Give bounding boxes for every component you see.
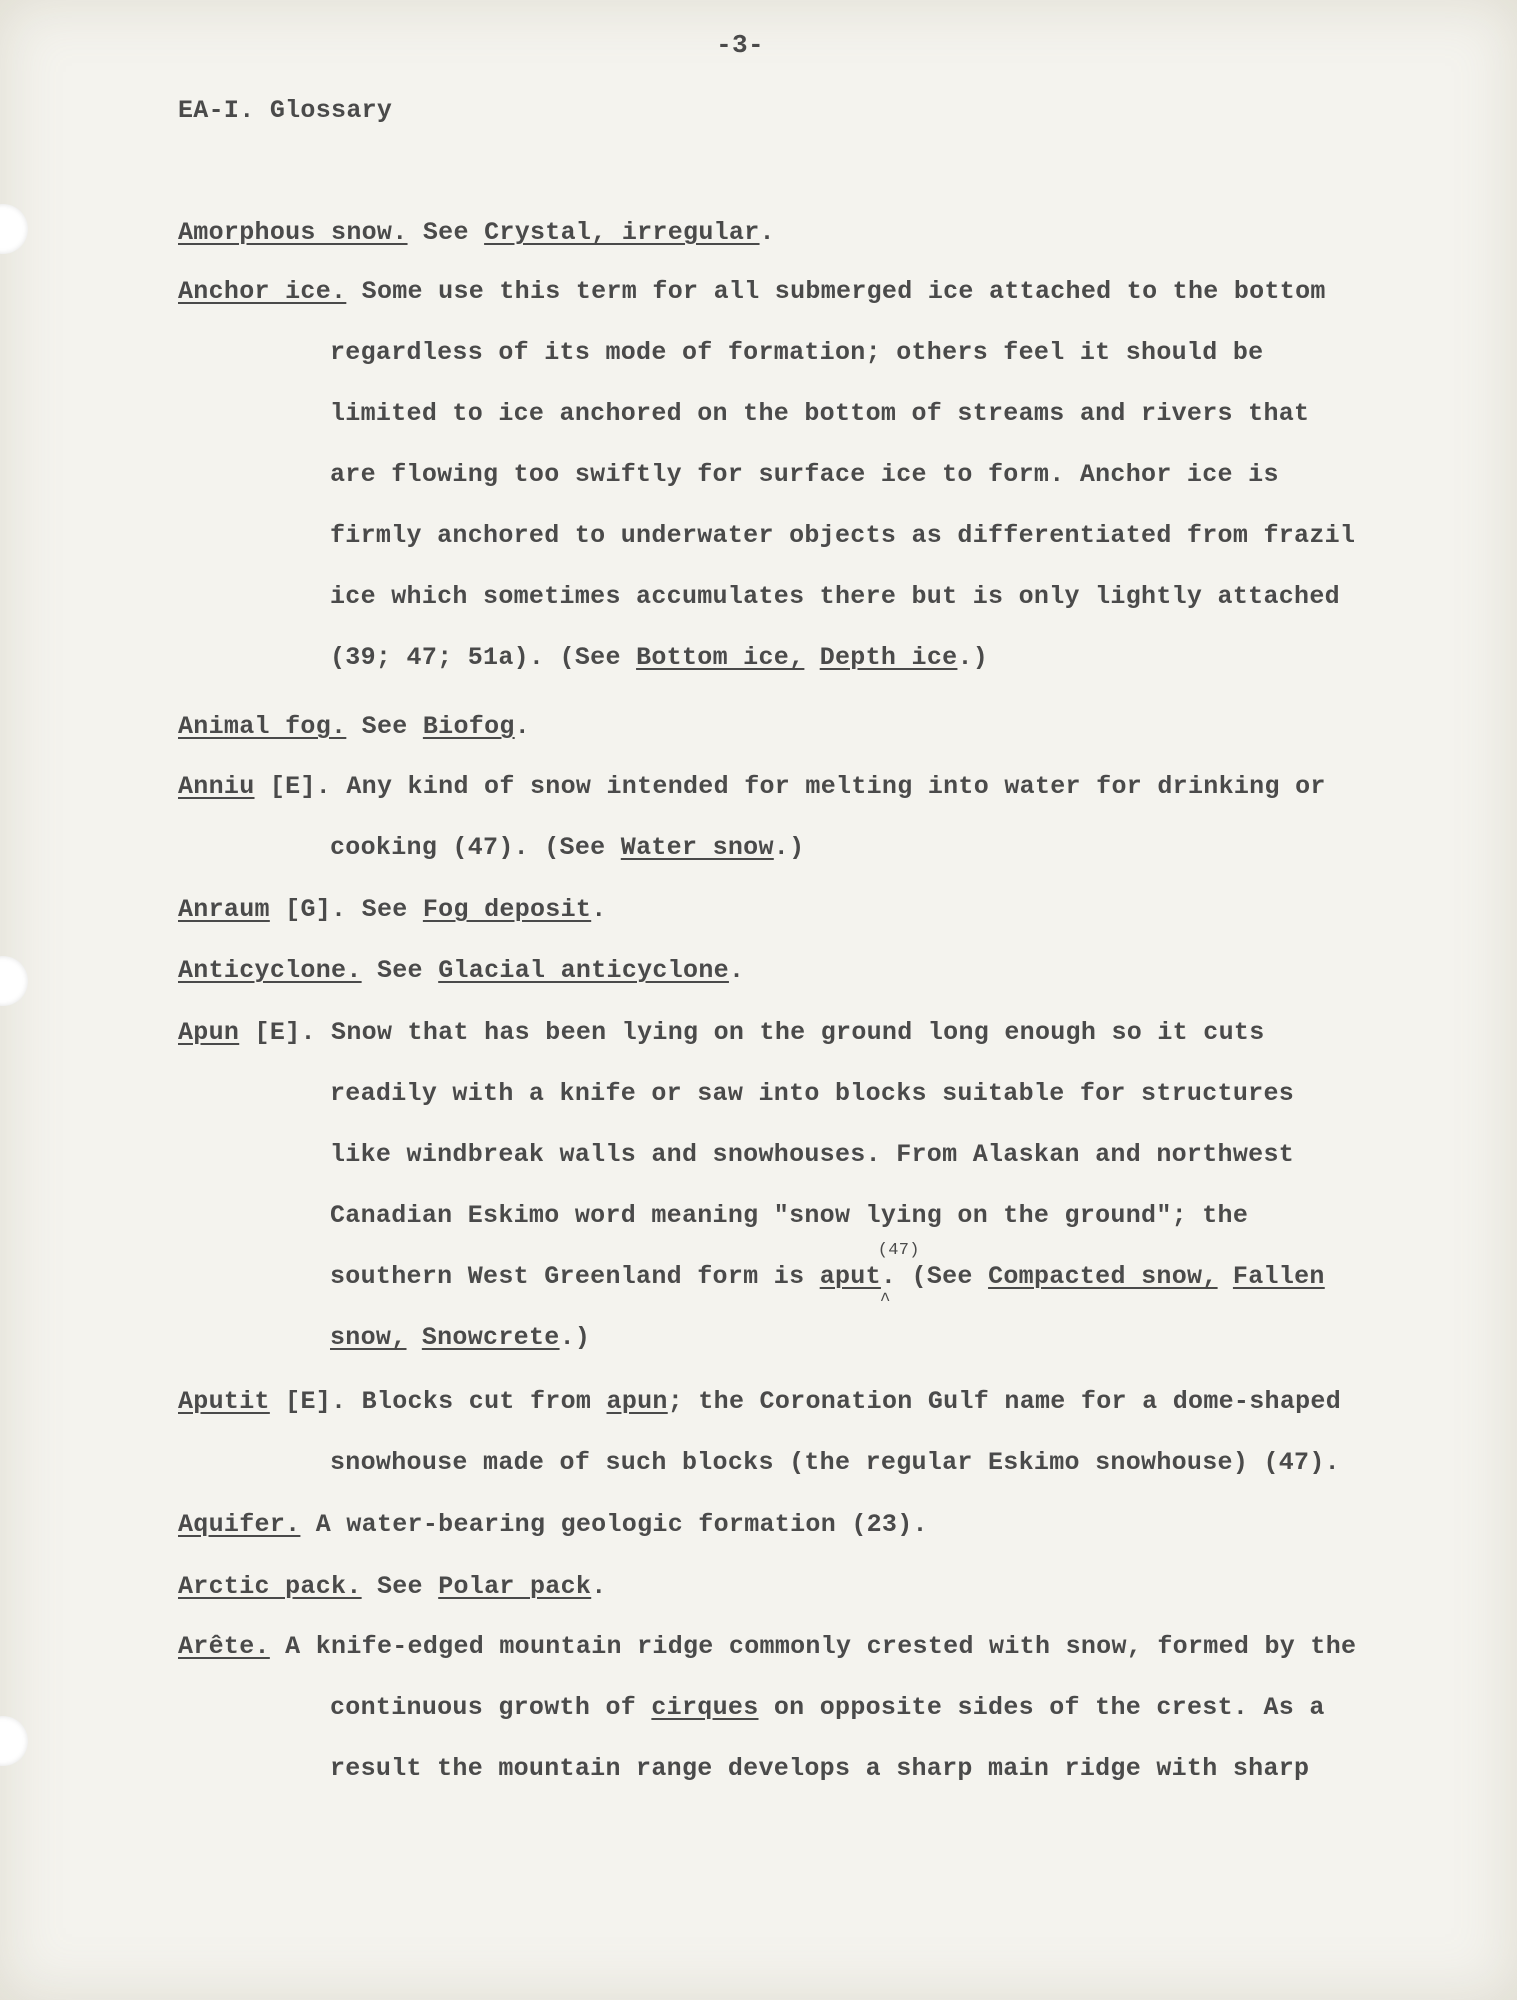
- cross-reference: snow,: [330, 1323, 407, 1352]
- punch-hole: [0, 956, 28, 1006]
- cross-reference: Snowcrete: [421, 1323, 560, 1352]
- entry-line: southern West Greenland form is aput (47) ^ . (See Compacted snow, Fallen: [330, 1262, 1325, 1292]
- punch-hole: [0, 1716, 28, 1766]
- entry-term: Anniu: [178, 772, 255, 801]
- page-number: -3-: [716, 30, 764, 60]
- entry-term: Animal fog.: [178, 712, 347, 741]
- entry-line: limited to ice anchored on the bottom of streams and rivers that: [330, 399, 1310, 428]
- entry-term: Aputit: [178, 1387, 270, 1416]
- cross-reference: Biofog: [422, 712, 515, 741]
- cross-reference: Fog deposit: [422, 895, 592, 924]
- cross-reference: Compacted snow,: [988, 1262, 1218, 1291]
- cross-reference: Bottom ice,: [636, 643, 805, 672]
- section-heading: EA-I. Glossary: [178, 96, 393, 125]
- cross-reference: Fallen: [1232, 1262, 1325, 1291]
- entry-line: Anraum [G]. See Fog deposit.: [178, 895, 607, 924]
- entry-term: Amorphous snow.: [178, 218, 408, 247]
- entry-line: Animal fog. See Biofog.: [178, 712, 531, 741]
- entry-line: Apun [E]. Snow that has been lying on the ground long enough so it cuts: [178, 1018, 1265, 1047]
- entry-line: continuous growth of cirques on opposite sides of the crest. As a: [330, 1693, 1325, 1722]
- entry-line: Anticyclone. See Glacial anticyclone.: [178, 956, 745, 985]
- entry-line: snowhouse made of such blocks (the regular Eskimo snowhouse) (47).: [330, 1448, 1340, 1477]
- cross-reference: Water snow: [620, 833, 774, 862]
- annotated-word: aput (47) ^: [820, 1262, 881, 1291]
- handwritten-note: (47): [877, 1241, 920, 1260]
- entry-term: Arctic pack.: [178, 1572, 362, 1601]
- entry-line: like windbreak walls and snowhouses. From Alaskan and northwest: [330, 1140, 1295, 1169]
- entry-term: Arête.: [178, 1632, 270, 1661]
- entry-line: snow, Snowcrete.): [330, 1323, 591, 1352]
- entry-line: Arctic pack. See Polar pack.: [178, 1572, 607, 1601]
- entry-term: Anchor ice.: [178, 277, 347, 306]
- cross-reference: apun: [606, 1387, 668, 1416]
- insertion-caret: ^: [879, 1291, 891, 1311]
- cross-reference: Polar pack: [438, 1572, 592, 1601]
- entry-line: regardless of its mode of formation; others feel it should be: [330, 338, 1264, 367]
- entry-line: result the mountain range develops a sharp main ridge with sharp: [330, 1754, 1310, 1783]
- entry-line: are flowing too swiftly for surface ice to form. Anchor ice is: [330, 460, 1279, 489]
- entry-line: Aputit [E]. Blocks cut from apun; the Coronation Gulf name for a dome-shaped: [178, 1387, 1342, 1416]
- entry-line: Anchor ice. Some use this term for all submerged ice attached to the bottom: [178, 277, 1326, 306]
- entry-line: Aquifer. A water-bearing geologic formation (23).: [178, 1510, 928, 1539]
- entry-line: Amorphous snow. See Crystal, irregular.: [178, 218, 775, 247]
- entry-line: Anniu [E]. Any kind of snow intended for melting into water for drinking or: [178, 772, 1326, 801]
- cross-reference: Glacial anticyclone: [438, 956, 729, 985]
- entry-term: Anraum: [178, 895, 270, 924]
- entry-line: Canadian Eskimo word meaning "snow lying on the ground"; the: [330, 1201, 1249, 1230]
- entry-line: firmly anchored to underwater objects as differentiated from frazil: [330, 521, 1356, 550]
- entry-term: Apun: [178, 1018, 240, 1047]
- cross-reference: Depth ice: [819, 643, 958, 672]
- cross-reference: cirques: [651, 1693, 759, 1722]
- entry-line: ice which sometimes accumulates there but is only lightly attached: [330, 582, 1340, 611]
- cross-reference: Crystal, irregular: [484, 218, 760, 247]
- entry-term: Anticyclone.: [178, 956, 362, 985]
- entry-line: Arête. A knife-edged mountain ridge commonly crested with snow, formed by the: [178, 1632, 1357, 1661]
- entry-line: readily with a knife or saw into blocks suitable for structures: [330, 1079, 1295, 1108]
- entry-line: cooking (47). (See Water snow.): [330, 833, 805, 862]
- entry-term: Aquifer.: [178, 1510, 301, 1539]
- punch-hole: [0, 204, 28, 254]
- entry-line: (39; 47; 51a). (See Bottom ice, Depth ice.): [330, 643, 989, 672]
